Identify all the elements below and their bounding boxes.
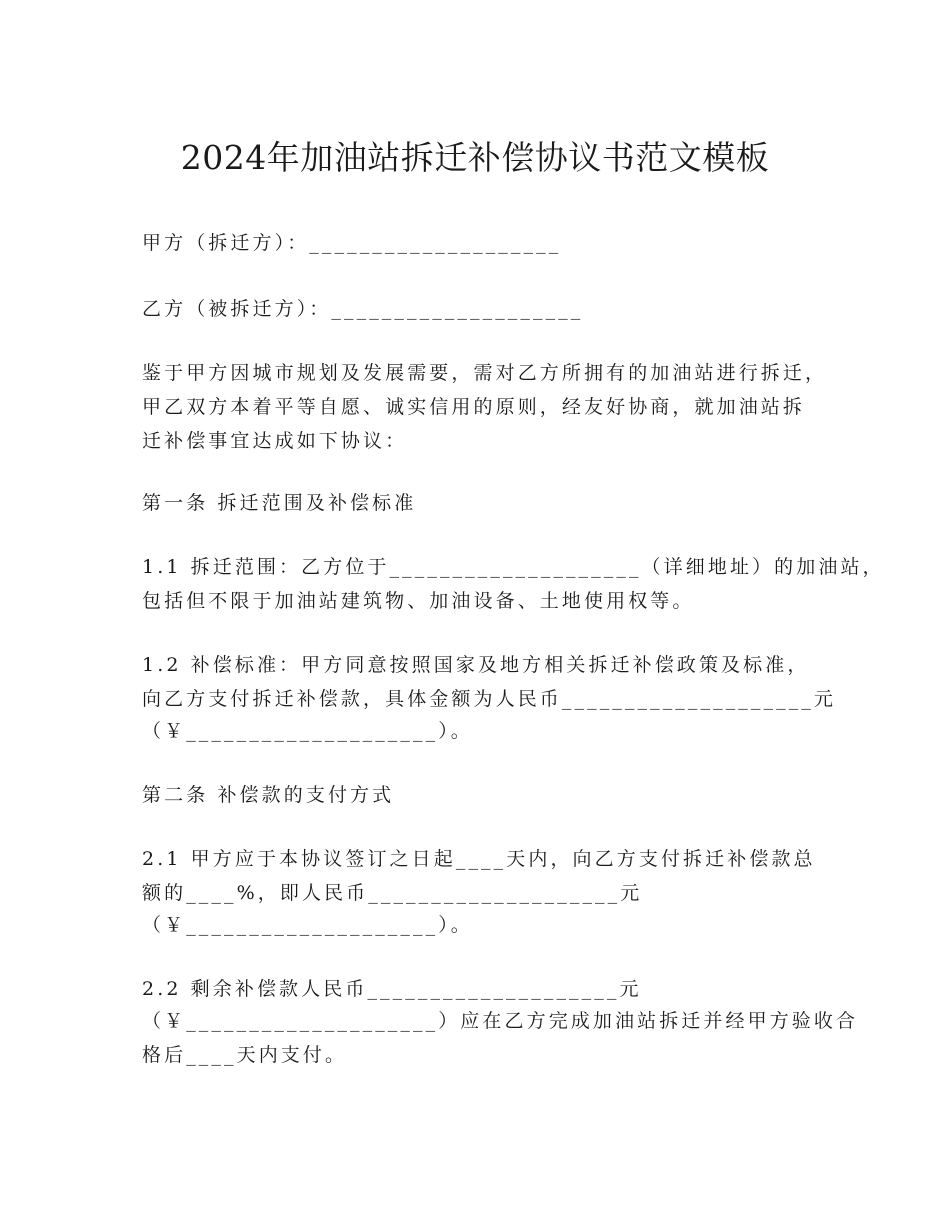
clause-1-1-line-1: 1.1 拆迁范围：乙方位于____________________（详细地址）的加油站， bbox=[142, 556, 885, 578]
document-title: 2024年加油站拆迁补偿协议书范文模板 bbox=[180, 138, 770, 177]
preamble-line-1: 鉴于甲方因城市规划及发展需要，需对乙方所拥有的加油站进行拆迁， bbox=[142, 362, 828, 384]
clause-1-2-line-3: （￥____________________）。 bbox=[142, 720, 473, 742]
article-2-heading: 第二条 补偿款的支付方式 bbox=[142, 784, 395, 806]
preamble-line-3: 迁补偿事宜达成如下协议： bbox=[142, 430, 408, 452]
article-1-heading: 第一条 拆迁范围及补偿标准 bbox=[142, 492, 417, 514]
party-a-line: 甲方（拆迁方）：____________________ bbox=[142, 232, 562, 254]
clause-2-2-line-1: 2.2 剩余补偿款人民币____________________元 bbox=[142, 978, 642, 1000]
clause-1-2-line-1: 1.2 补偿标准：甲方同意按照国家及地方相关拆迁补偿政策及标准， bbox=[142, 654, 810, 676]
clause-1-2-line-2: 向乙方支付拆迁补偿款，具体金额为人民币____________________元 bbox=[142, 688, 837, 710]
clause-1-1-line-2: 包括但不限于加油站建筑物、加油设备、土地使用权等。 bbox=[142, 590, 695, 612]
clause-2-2-line-2: （￥____________________）应在乙方完成加油站拆迁并经甲方验收合 bbox=[142, 1010, 859, 1032]
clause-2-1-line-3: （￥____________________）。 bbox=[142, 914, 473, 936]
clause-2-1-line-2: 额的____%，即人民币____________________元 bbox=[142, 882, 643, 904]
clause-2-1-line-1: 2.1 甲方应于本协议签订之日起____天内，向乙方支付拆迁补偿款总 bbox=[142, 848, 816, 870]
clause-2-2-line-3: 格后____天内支付。 bbox=[142, 1044, 348, 1066]
preamble-line-2: 甲乙双方本着平等自愿、诚实信用的原则，经友好协商，就加油站拆 bbox=[142, 396, 806, 418]
party-b-line: 乙方（被拆迁方）：____________________ bbox=[142, 298, 584, 320]
